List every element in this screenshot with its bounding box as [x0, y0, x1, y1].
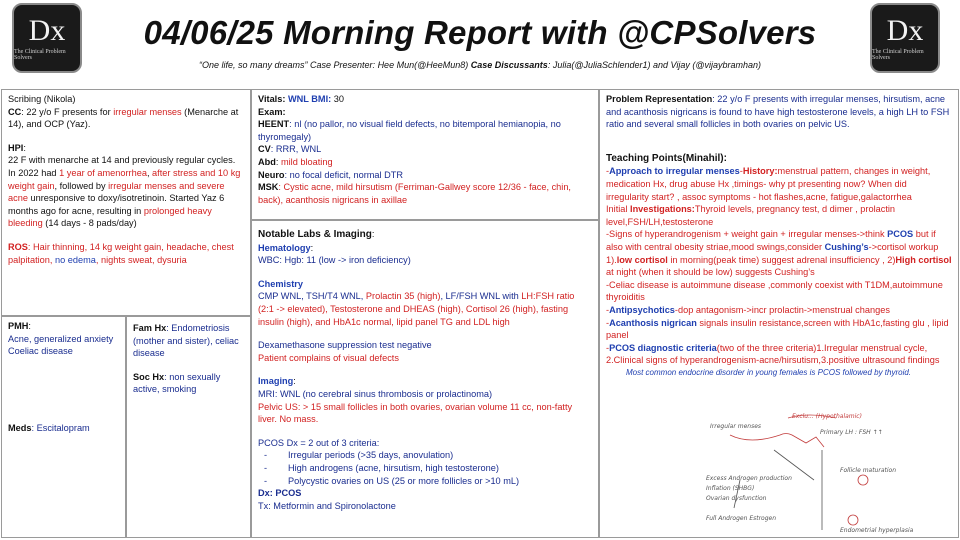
- chem-part: , LF/FSH WNL with: [440, 291, 522, 302]
- hpi-part: , followed by: [54, 180, 109, 191]
- exam-panel: [251, 89, 599, 220]
- chem-highlight: , lipid panel TG and LDL high: [391, 316, 510, 327]
- ros-text: [8, 241, 244, 266]
- exam-abd: [258, 156, 592, 169]
- ros-highlight: , nights sweat, dysuria: [95, 254, 187, 265]
- labs-title-colon: :: [371, 229, 375, 239]
- chem-highlight: Prolactin 35 (high): [365, 291, 441, 302]
- hpi-highlight: 1 year of amenorrhea: [59, 167, 147, 178]
- tp-part: -Signs of hyperandrogenism + weight gain + irregular menses->think: [606, 229, 888, 240]
- hpi-heading: [8, 142, 244, 155]
- meds-text: : Escitalopram: [31, 422, 90, 433]
- teaching-point: [606, 342, 952, 367]
- abd-text: mild bloating: [280, 156, 333, 167]
- tp-part: -: [606, 166, 610, 177]
- teaching-point: [606, 165, 952, 203]
- tp-part: but if also with central obesity striae,mood swings,consider: [606, 229, 936, 252]
- vitals-value: WNL: [287, 94, 309, 104]
- hpi-colon: :: [23, 142, 26, 153]
- ros-label: ROS: [8, 241, 28, 252]
- sketch-label: Irregular menses: [710, 423, 762, 430]
- cps-logo-left: [12, 3, 82, 73]
- tp-keyword: History:: [742, 166, 778, 177]
- diagnosis-text: Dx: PCOS: [258, 488, 302, 499]
- cv-label: CV: [258, 144, 271, 155]
- bmi-label: BMI:: [308, 94, 334, 104]
- tp-keyword: Antipsychotics: [609, 304, 675, 315]
- imaging-label: Imaging: [258, 376, 294, 387]
- tp-part: Thyroid levels, pregnancy test, d dimer , prolactin level,FSH/LH,testosterone: [606, 204, 896, 227]
- sketch-label: Endometrial hyperplasia: [840, 527, 914, 534]
- tp-part: -: [606, 317, 610, 328]
- labs-title: [258, 228, 592, 242]
- exam-cv: [258, 143, 592, 156]
- cc-text-end: (Menarche at 14), and OCP (Yaz).: [8, 106, 239, 130]
- tp-keyword: low cortisol: [616, 254, 668, 265]
- sochx-text: : non sexually active, smoking: [133, 371, 221, 395]
- bmi-value: 30: [333, 94, 344, 104]
- family-social-history-panel: [126, 316, 251, 538]
- pmh-item: Coeliac disease: [8, 346, 73, 357]
- teaching-point: -Celiac disease is autoimmune disease ,commonly coexist with T1DM,autoimmune thyroiditis: [606, 279, 943, 303]
- pcos-criteria-intro: PCOS Dx = 2 out of 3 criteria:: [258, 437, 380, 448]
- discussants-label: Case Discussants: [470, 60, 548, 70]
- cc-label: CC: [8, 106, 22, 117]
- pcos-criterion: - High androgens (acne, hirsutism, high testosterone): [288, 462, 592, 475]
- hpi-part: (14 days - 8 pads/day): [42, 218, 137, 229]
- hpi-text: [8, 154, 244, 230]
- diagnosis: [258, 487, 592, 500]
- exam-heent: [258, 118, 592, 143]
- teaching-point: [606, 304, 952, 317]
- sketch-label: Inflation (SHBG): [706, 485, 755, 492]
- cc-text: : 22 y/o F presents for: [21, 106, 114, 117]
- sochx-label: Soc Hx: [133, 371, 165, 382]
- hematology-label: Hematology: [258, 242, 311, 253]
- chemistry-label: Chemistry: [258, 278, 303, 289]
- heent-text: : nl (no pallor, no visual field defects, no bitemporal hemianopia, no thyromegaly): [258, 119, 561, 142]
- teaching-point: [606, 228, 952, 278]
- famhx-label: Fam Hx: [133, 323, 167, 333]
- discussants: : Julia(@JuliaSchlender1) and Vijay (@vijaybramhan): [547, 60, 762, 70]
- neuro-text: : no focal deficit, normal DTR: [284, 169, 404, 180]
- wbc-hgb: WBC: Hgb: 11 (low -> iron deficiency): [258, 255, 411, 266]
- pmh-heading: [8, 320, 119, 333]
- dex-test: Dexamethasone suppression test negative: [258, 340, 432, 351]
- tp-part: (two of the three criteria)1.Irregular menstrual cycle, 2.Clinical signs of hyperandrogenism-acne/hirsutism,3.positive ultrasound findings: [606, 342, 940, 366]
- hpi-part: unresponsive to doxy/isotretinoin. Started Yaz 6 months ago for acne, resulting in: [8, 193, 225, 216]
- pcos-criterion: - Polycystic ovaries on US (25 or more follicles or >10 mL): [288, 475, 592, 488]
- famhx-text: : Endometriosis (mother and sister), celiac disease: [133, 323, 239, 359]
- vitals: [258, 93, 592, 106]
- chemistry-heading: [258, 278, 592, 291]
- hpi-highlight: prolonged heavy bleeding: [8, 205, 212, 229]
- tp-part: -: [739, 166, 743, 177]
- tp-keyword: Investigations:: [630, 204, 695, 215]
- sketch-label: Excess Androgen production: [706, 475, 792, 482]
- imaging-colon: :: [293, 376, 296, 387]
- tp-keyword: Approach to irregular menses: [609, 166, 740, 177]
- logo-subtext: The Clinical Problem Solvers: [14, 49, 66, 61]
- page-title: 04/06/25 Morning Report with @CPSolvers: [143, 14, 817, 51]
- hpi-label: HPI: [8, 142, 24, 153]
- teaching-point: [606, 203, 952, 228]
- tp-part: in morning(peak time) suggest adrenal insufficiency , 2): [667, 254, 896, 265]
- meds: [8, 422, 119, 435]
- hpi-highlight: after stress and 10 kg weight gain: [8, 167, 241, 191]
- page-subtitle: [90, 60, 870, 70]
- sketch-label: Primary LH : FSH ↑↑: [820, 429, 883, 436]
- sketch-label: Exclu... (Hypothalamic): [792, 413, 862, 420]
- logo-text: Dx: [28, 14, 66, 47]
- hpi-highlight: irregular menses and severe acne: [8, 180, 225, 204]
- pmh-colon: :: [28, 321, 31, 331]
- hematology-heading: [258, 242, 592, 255]
- family-history: [133, 322, 244, 360]
- tp-part: signals insulin resistance,screen with HbA1c,fasting glu , lipid panel: [606, 317, 949, 341]
- chief-complaint: [8, 106, 244, 131]
- logo-subtext: The Clinical Problem Solvers: [872, 49, 924, 61]
- hematology-colon: :: [310, 242, 314, 253]
- abd-label: Abd: [258, 156, 276, 167]
- hpi-part: ,: [146, 167, 153, 178]
- logo-text: Dx: [886, 14, 924, 47]
- tp-part: ->cortisol workup 1).: [606, 241, 939, 265]
- mri-result: MRI: WNL (no cerebral sinus thrombosis or prolactinoma): [258, 388, 493, 399]
- chem-part: CMP WNL, TSH/T4 WNL,: [258, 291, 366, 302]
- chem-highlight: LH:FSH ratio (2:1 -> elevated), Testosterone and DHEAS (high), Cortisol 26 (high), fasting insulin (high), and HbA1c normal: [258, 291, 575, 327]
- scribing-label: Scribing (Nikola): [8, 94, 76, 104]
- tp-part: menstrual pattern, changes in weight, medication Hx, drug abuse Hx ,timings- why pt presenting now? When did irregularity start? , assoc symptoms - hot flashes,acne, fatigue,galactorrhea: [606, 166, 931, 202]
- visual-complaint: Patient complains of visual defects: [258, 352, 399, 363]
- imaging-heading: [258, 375, 592, 388]
- pmh-panel: [1, 316, 126, 538]
- tp-part: -dop antagonism->incr prolactin->menstrual changes: [674, 304, 890, 315]
- tp-keyword: Cushing’s: [824, 241, 869, 252]
- meds-label: Meds: [8, 422, 32, 433]
- heent-label: HEENT: [258, 119, 290, 130]
- hpi-part: 22 F with menarche at 14 and previously regular cycles. In 2022 had: [8, 155, 236, 178]
- cc-highlight: irregular menses: [113, 106, 182, 117]
- labs-title-text: Notable Labs & Imaging: [258, 229, 372, 240]
- exam-msk: [258, 181, 592, 206]
- case-tagline: “One life, so many dreams” Case Presenter:: [198, 60, 376, 70]
- presenter: Hee Mun(@HeeMun8): [377, 60, 469, 70]
- labs-imaging-panel: [251, 220, 599, 538]
- tp-part: -: [606, 342, 610, 353]
- problem-label: Problem Representation: [606, 94, 713, 104]
- problem-text: : 22 y/o F presents with irregular menses, hirsutism, acne and acanthosis nigricans is found to have high testosterone levels, a high LH to FSH ratio and several small follicles in both ovaries on pelvic US.: [606, 94, 950, 130]
- exam-neuro: [258, 169, 592, 182]
- teaching-note: Most common endocrine disorder in young females is PCOS followed by thyroid.: [626, 367, 912, 377]
- msk-text: : Cystic acne, mild hirsutism (Ferriman-Gallwey score 12/36 - face, chin, back), acanthosis nigricans in axillae: [258, 182, 571, 205]
- ros-highlight: : Hair thinning, 14 kg weight gain, headache, chest palpitation,: [8, 241, 234, 265]
- sketch-label: Full Androgen Estrogen: [706, 515, 777, 522]
- exam-label: [258, 106, 592, 119]
- cps-logo-right: [870, 3, 940, 73]
- cv-text: : RRR, WNL: [270, 144, 322, 155]
- teaching-point: [606, 317, 952, 342]
- pcos-criteria-list: [258, 449, 592, 487]
- history-panel: [1, 89, 251, 316]
- tp-keyword: PCOS: [887, 229, 914, 240]
- tp-keyword: PCOS diagnostic criteria: [609, 342, 717, 353]
- msk-label: MSK: [258, 182, 279, 193]
- sketch-label: Follicle maturation: [840, 467, 897, 474]
- tp-part: -: [606, 304, 610, 315]
- handwritten-pathophysiology-sketch: [700, 410, 948, 535]
- sketch-circle: [848, 515, 858, 525]
- ros-negative: no edema: [55, 254, 96, 265]
- tp-keyword: Acanthosis nigrican: [609, 317, 697, 328]
- pelvic-us-result: Pelvic US: > 15 small follicles in both ovaries, ovarian volume 11 cc, non-fatty liver. No mass.: [258, 401, 573, 425]
- neuro-label: Neuro: [258, 169, 285, 180]
- treatment: Tx: Metformin and Spironolactone: [258, 500, 396, 511]
- tp-part: Initial: [606, 204, 631, 215]
- sketch-wave-stroke: [730, 434, 824, 448]
- problem-representation: [606, 93, 952, 131]
- pcos-criterion: - Irregular periods (>35 days, anovulation): [288, 449, 592, 462]
- tp-part: at night (when it should be low) suggests Cushing’s: [606, 267, 815, 278]
- sketch-circle: [858, 475, 868, 485]
- sketch-label: Ovarian dysfunction: [706, 495, 767, 502]
- exam-heading: Exam:: [258, 106, 286, 117]
- pmh-item: Acne, generalized anxiety: [8, 333, 114, 344]
- tp-keyword: High cortisol: [895, 254, 952, 265]
- chemistry-text: [258, 290, 592, 328]
- social-history: [133, 371, 244, 396]
- pmh-label: PMH: [8, 321, 29, 331]
- vitals-label: Vitals:: [258, 94, 288, 104]
- teaching-title: Teaching Points(Minahil):: [606, 152, 727, 164]
- abd-colon: :: [275, 156, 281, 167]
